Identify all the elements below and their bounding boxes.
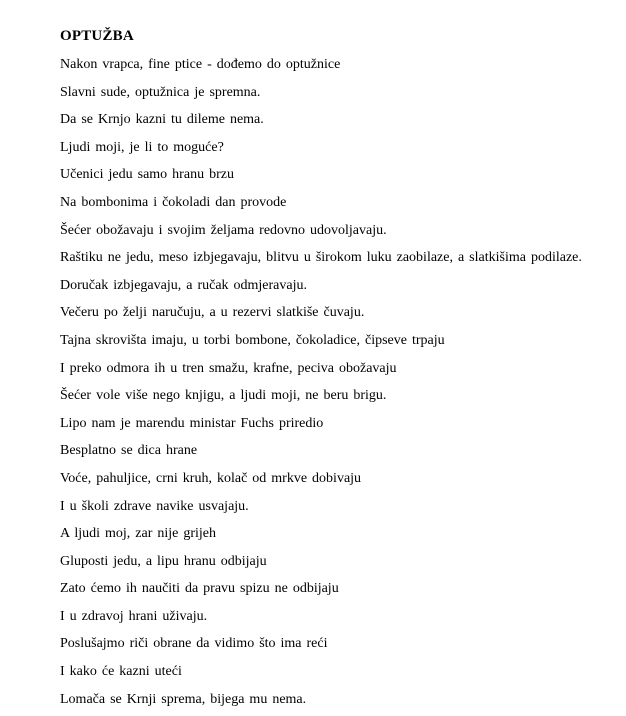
poem-lines: [60, 51, 626, 713]
poem-line: Raštiku ne jedu, meso izbjegavaju, blitvu u širokom luku zaobilaze, a slatkišima podilaze.: [60, 250, 582, 266]
poem-line: Večeru po želji naručuju, a u rezervi slatkiše čuvaju.: [60, 305, 365, 321]
poem-line: Lomača se Krnji sprema, bijega mu nema.: [60, 691, 307, 707]
document-title: OPTUŽBA: [60, 28, 134, 44]
poem-line: Zato ćemo ih naučiti da pravu spizu ne odbijaju: [60, 581, 339, 597]
poem-line: Tajna skrovišta imaju, u torbi bombone, čokoladice, čipseve trpaju: [60, 332, 445, 348]
poem-line: Voće, pahuljice, crni kruh, kolač od mrkve dobivaju: [60, 470, 362, 486]
document-page: [60, 26, 626, 713]
poem-line: Nakon vrapca, fine ptice - dođemo do optužnice: [60, 57, 341, 72]
poem-line: I u školi zdrave navike usvajaju.: [60, 498, 249, 514]
poem-line: I u zdravoj hrani uživaju.: [60, 608, 208, 624]
poem-line: Doručak izbjegavaju, a ručak odmjeravaju.: [60, 277, 308, 293]
poem-line: Slavni sude, optužnica je spremna.: [60, 84, 261, 100]
poem-line: Na bombonima i čokoladi dan provode: [60, 194, 287, 210]
poem-line: Šećer vole više nego knjigu, a ljudi moji, ne beru brigu.: [60, 388, 387, 404]
poem-line: Šećer obožavaju i svojim željama redovno udovoljavaju.: [60, 222, 387, 238]
poem-line: Besplatno se dica hrane: [60, 443, 198, 459]
poem-line: Gluposti jedu, a lipu hranu odbijaju: [60, 553, 267, 569]
poem-line: Ljudi moji, je li to moguće?: [60, 139, 224, 155]
poem-line: Da se Krnjo kazni tu dileme nema.: [60, 112, 264, 128]
poem-line: I preko odmora ih u tren smažu, krafne, peciva obožavaju: [60, 360, 397, 376]
poem-line: I kako će kazni uteći: [60, 664, 182, 680]
poem-line: Učenici jedu samo hranu brzu: [60, 167, 234, 183]
poem-line: A ljudi moj, zar nije grijeh: [60, 526, 217, 542]
poem-line: Lipo nam je marendu ministar Fuchs priredio: [60, 415, 324, 431]
poem-line: Poslušajmo riči obrane da vidimo što ima reći: [60, 636, 328, 652]
